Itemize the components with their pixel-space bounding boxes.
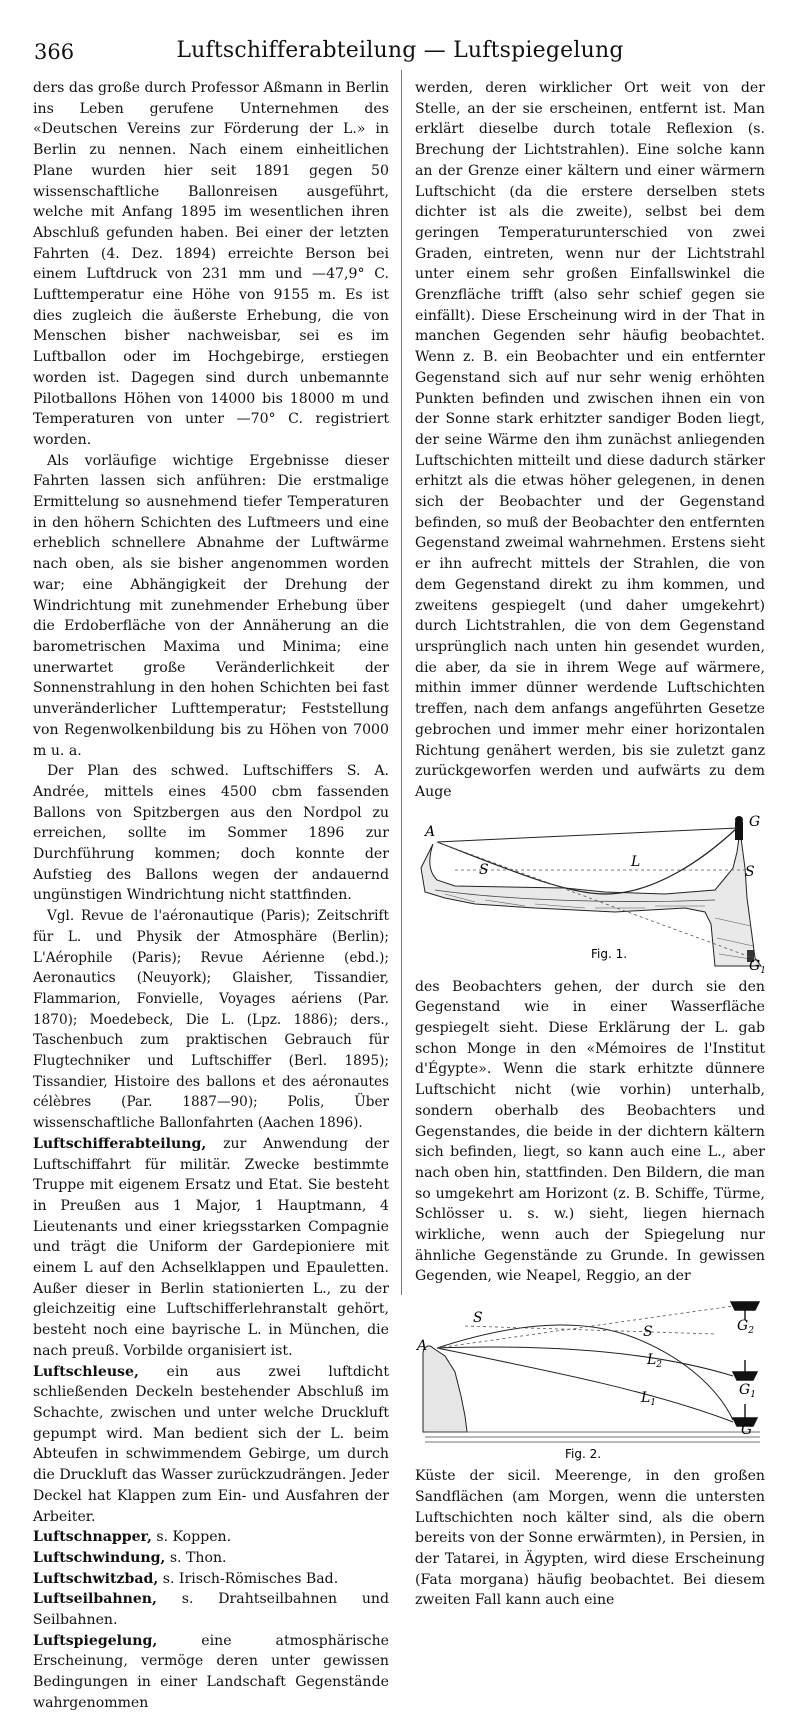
figure-1-drawing (415, 808, 766, 976)
paragraph-andree: Der Plan des schwed. Luftschiffers S. A. Andrée, mittels eines 4500 cbm fassenden Ballons von Spitzbergen aus den Nordpol zu erreichen, sollte im Sommer 1896 zur Durchführung kommen; doch konnte der Aufstieg des Ballons wegen der andauernd ungünstigen Windrichtung nicht stattfinden. (33, 763, 389, 904)
label-a: A (417, 1338, 428, 1355)
label-g1: $G_1$ (739, 1382, 756, 1401)
ray-reflected (437, 1325, 733, 1420)
entry-luftschnapper (33, 1527, 389, 1548)
entry-luftschleuse (33, 1362, 389, 1528)
ray-l2 (437, 1347, 733, 1376)
figure-2-caption: Fig. 2. (565, 1447, 602, 1462)
entry-text: zur Anwendung der Luftschiffahrt für militär. Zwecke bestimmte Truppe mit eigenem Ersatz und Etat. Sie besteht in Preußen aus 1 Major, 1 Hauptmann, 4 Lieutenants und einer kriegsstarken Compagnie und trägt die Uniform der Gardepioniere mit einem L auf den Achselklappen und Epauletten. Außer dieser in Berlin stationierten L., zu der gleichzeitig eine Luftschifferlehranstalt gehört, besteht noch eine bayrische L. in München, die nach preuß. Vorbilde organisiert ist. (33, 1135, 389, 1359)
tower-top (735, 816, 743, 824)
page-header (0, 0, 800, 70)
label-s-right: S (745, 863, 755, 880)
paragraph-references: Vgl. Revue de l'aéronautique (Paris); Zeitschrift für L. und Physik der Atmosphäre (Berlin); L'Aérophile (Paris); Revue Aérienne (ebd.); Aeronautics (Neuyork); Glaisher, Tissandier, Flammarion, Fonvielle, Voyages aériens (Par. 1870); Moedebeck, Die L. (Lpz. 1886); ders., Taschenbuch zum praktischen Gebrauch für Flugtechniker und Luftschiffer (Berl. 1895); Tissandier, Histoire des ballons et des aéronautes célèbres (Par. 1887—90); Polis, Über wissenschaftliche Ballonfahrten (Aachen 1896). (33, 908, 389, 1132)
label-g: G (741, 1422, 753, 1439)
entry-luftseilbahnen (33, 1589, 389, 1630)
entry-term: Luftseilbahnen, (33, 1591, 157, 1608)
entry-luftschwitzbad (33, 1569, 389, 1590)
figure-2-drawing (415, 1292, 765, 1462)
paragraph-fata-morgana: Küste der sicil. Meerenge, in den großen Sandflächen (am Morgen, wenn die untersten Luftschichten noch kälter sind, als die obern bereits von der Sonne erwärmten), in Persien, in der Tatarei, in Ägypten, wird diese Erscheinung (Fata morgana) häufig beobachtet. Bei diesem zweiten Fall kann auch eine (415, 1468, 765, 1609)
label-g1: $G_1$ (749, 957, 766, 976)
entry-luftschwindung (33, 1548, 389, 1569)
entry-luftschifferabteilung (33, 1134, 389, 1362)
label-g: G (749, 813, 761, 830)
curved-ray (437, 828, 737, 894)
entry-luftspiegelung (33, 1631, 389, 1714)
entry-term: Luftschwitzbad, (33, 1570, 159, 1587)
paragraph-ballon-research: ders das große durch Professor Aßmann in Berlin ins Leben gerufene Unternehmen des «Deutschen Vereins zur Förderung der L.» in Berlin zu nennen. Nach einem einheitlichen Plane wurden hier seit 1891 gegen 50 wissenschaftliche Ballonreisen ausgeführt, welche mit Anfang 1895 im wesentlichen ihren Abschluß gefunden haben. Bei einer der letzten Fahrten (4. Dez. 1894) erreichte Berson bei einem Luftdruck von 231 mm und —47,9° C. Lufttemperatur eine Höhe von 9155 m. Es ist dies zugleich die äußerste Erhebung, die von Menschen bisher nachweisbar, sei es im Luftballon oder im Hochgebirge, erstiegen worden ist. Dagegen sind durch unbemannte Pilotballons Höhen von 14000 bis 18000 m und Temperaturen von unter —70° C. registriert worden. (33, 80, 389, 448)
label-l2: $L_2$ (647, 1352, 663, 1371)
label-s-left: S (473, 1310, 483, 1327)
entry-term: Luftschnapper, (33, 1529, 152, 1546)
entry-term: Luftschifferabteilung, (33, 1135, 207, 1152)
ship-image-1 (733, 1360, 757, 1380)
figure-1 (415, 808, 766, 976)
direct-ray (437, 828, 737, 842)
label-s-left: S (479, 861, 489, 878)
label-l1: $L_1$ (641, 1390, 657, 1409)
paragraph-reflection: werden, deren wirklicher Ort weit von der Stelle, an der sie erscheinen, entfernt ist. Man erklärt dieselbe durch totale Reflexion (s. Brechung der Lichtstrahlen). Eine solche kann an der Grenze einer kältern und einer wärmern Luftschicht (da die erstere derselben stets dichter ist als die zweite), selbst bei dem geringen Temperaturunterschied von zwei Graden, eintreten, wenn nur der Lichtstrahl unter einem sehr großen Einfallswinkel die Grenzfläche trifft (also sehr schief gegen sie einfällt). Diese Erscheinung wird in der That in manchen Gegenden sehr häufig beobachtet. Wenn z. B. ein Beobachter und ein entfernter Gegenstand sich auf nur sehr wenig erhöhten Punkten befinden und zwischen ihnen ein von der Sonne stark erhitzter sandiger Boden liegt, der seine Wärme den ihm zunächst anliegenden Luftschichten mitteilt und diese dadurch stärker erhitzt als die etwas höher gelegenen, in denen sich der Beobachter und der Gegenstand befinden, so muß der Beobachter den entfernten Gegenstand zweimal wahrnehmen. Erstens sieht er ihn aufrecht mittels der Strahlen, die von dem Gegenstand direkt zu ihm kommen, und zweitens gespiegelt (und daher umgekehrt) durch Lichtstrahlen, die von dem Gegenstand ursprünglich nach unten hin gesendet wurden, die aber, da sie in ihrem Wege auf wärmere, mithin immer dünner werdende Luftschichten treffen, nach dem anfangs angeführten Gesetze gebrochen und immer mehr einer horizontalen Richtung genähert werden, bis sie zuletzt ganz zurückgeworfen werden und aufwärts zu dem Auge (415, 80, 765, 800)
entry-term: Luftspiegelung, (33, 1632, 158, 1649)
figure-2 (415, 1292, 765, 1462)
running-title: Luftschifferabteilung — Luftspiegelung (176, 38, 624, 63)
entry-text: s. Drahtseilbahnen und Seilbahnen. (33, 1591, 389, 1629)
entry-term: Luftschwindung, (33, 1549, 166, 1566)
sea-lines (425, 1432, 760, 1442)
paragraph-results: Als vorläufige wichtige Ergebnisse dieser Fahrten lassen sich anführen: Die erstmalige Ermittelung so ausnehmend tiefer Temperaturen in den höhern Schichten des Luftmeers und eine erheblich schnellere Abnahme der Luftwärme nach oben, als sie bisher angenommen worden war; eine Abhängigkeit der Drehung der Windrichtung mit zunehmender Erhebung über die Erdoberfläche von der Annäherung an die barometrischen Maxima und Minima; eine unerwartet große Veränderlichkeit der Sonnenstrahlung in den hohen Schichten bei fast unveränderlicher Lufttemperatur; Feststellung von Regenwolkenbildung bis zu Höhen von 7000 m u. a. (33, 452, 389, 759)
entry-text: eine atmosphärische Erscheinung, vermöge deren unter gewissen Bedingungen in einer Landschaft Gegenstände wahrgenommen (33, 1632, 389, 1711)
left-column (33, 78, 389, 1714)
label-s-right: S (643, 1324, 653, 1341)
entry-text: s. Koppen. (151, 1529, 232, 1546)
right-column (415, 78, 765, 1611)
left-cliff (423, 1346, 467, 1432)
ray-l1 (437, 1348, 733, 1422)
entry-text: s. Irisch-Römisches Bad. (158, 1570, 339, 1587)
tower (735, 822, 743, 840)
label-l: L (631, 853, 641, 870)
label-g2: $G_2$ (737, 1318, 754, 1337)
page-number: 366 (34, 40, 75, 64)
paragraph-monge: des Beobachters gehen, der durch sie den Gegenstand wie in einer Wasserfläche gespiegelt sieht. Diese Erklärung der L. gab schon Monge in den «Mémoires de l'Institut d'Égypte». Wenn die stark erhitzte dünnere Luftschicht nicht (wie vorhin) unterhalb, sondern oberhalb des Beobachters und Gegenstandes, die beide in der dichtern kältern sich befinden, liegt, so kann auch eine L., aber nach oben hin, stattfinden. Den Bildern, die man so umgekehrt am Horizont (z. B. Schiffe, Türme, Schlösser u. s. w.) sieht, liegen hiernach wirkliche, wenn auch der Spiegelung nur ähnliche Gegenstände zu Grunde. In gewissen Gegenden, wie Neapel, Reggio, an der (415, 978, 765, 1285)
figure-1-caption: Fig. 1. (591, 946, 628, 961)
label-a: A (425, 823, 436, 840)
column-divider (401, 70, 402, 1295)
entry-text: s. Thon. (165, 1549, 227, 1566)
entry-term: Luftschleuse, (33, 1363, 139, 1380)
entry-text: ein aus zwei luftdicht schließenden Deckeln bestehender Abschluß im Schachte, zwischen und unter welche Druckluft gepumpt wird. Man bedient sich der L. beim Abteufen in schwimmendem Gebirge, um durch die Druckluft das Wasser zurückzudrängen. Jeder Deckel hat Klappen zum Ein- und Ausfahren der Arbeiter. (33, 1363, 389, 1525)
